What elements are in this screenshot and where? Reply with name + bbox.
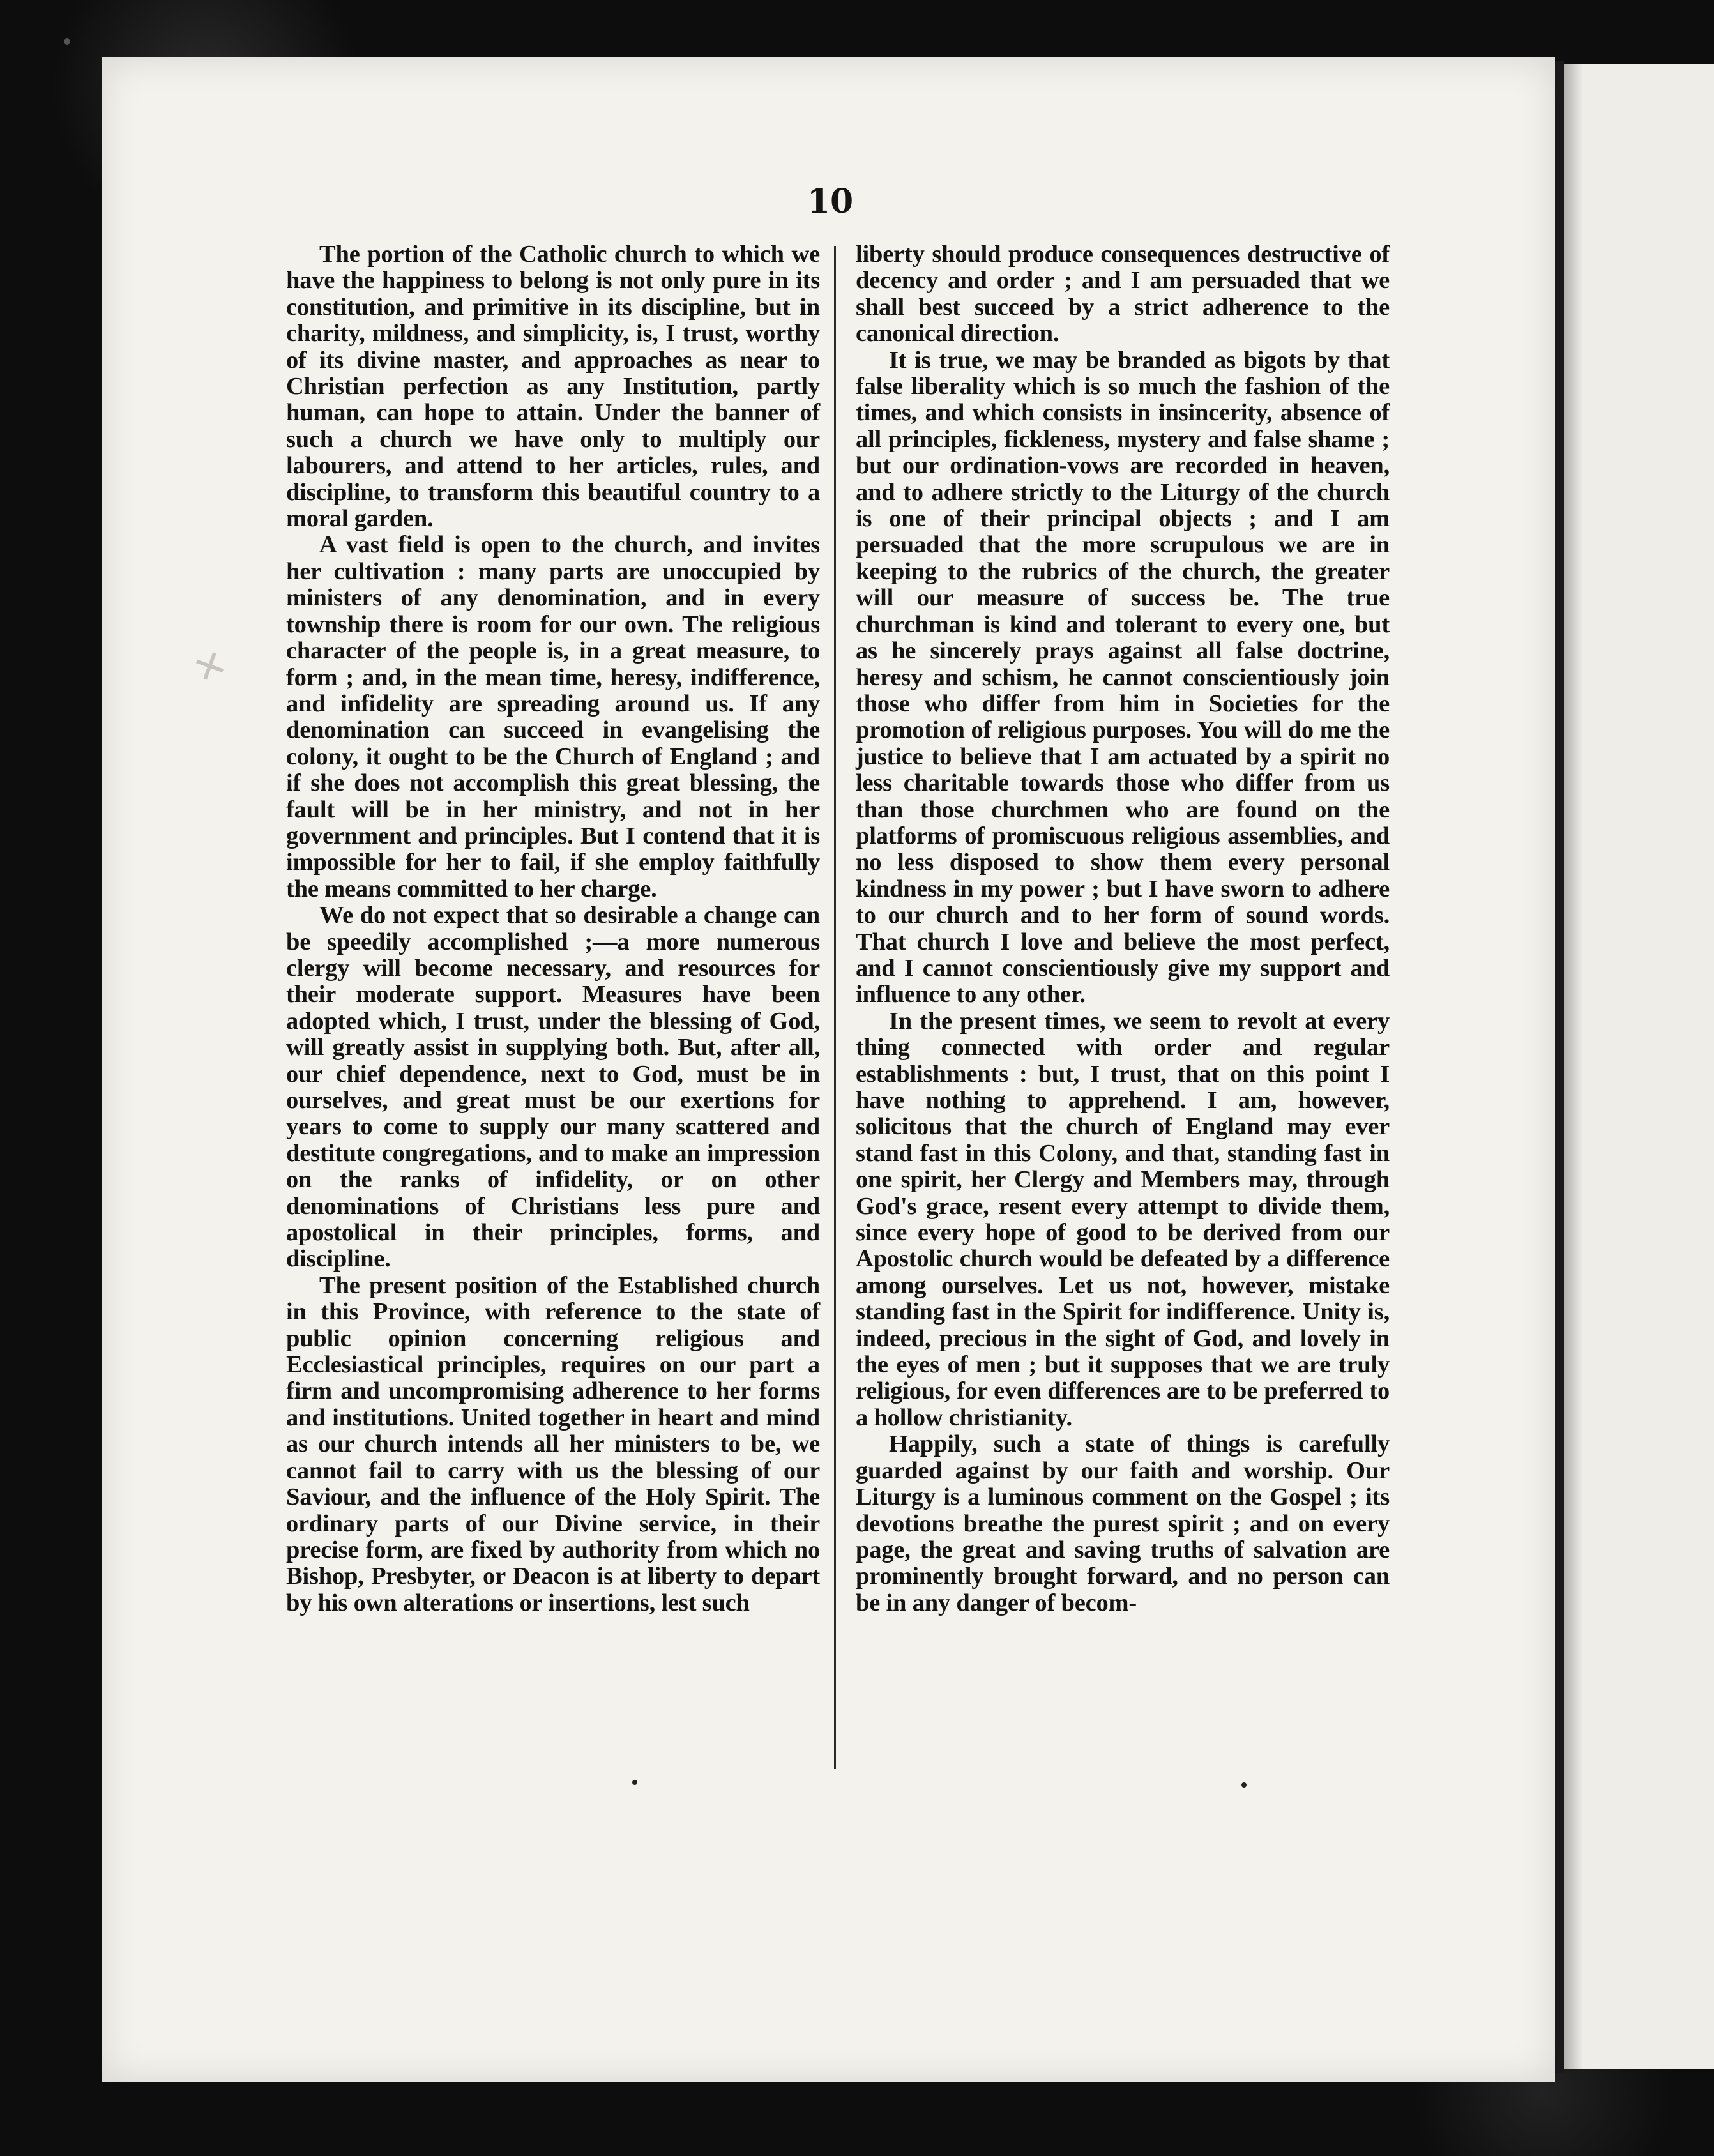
pencil-mark: + (183, 634, 237, 696)
ink-speck (632, 1780, 637, 1785)
adjacent-page-shadow (1564, 64, 1583, 2069)
paragraph: The present position of the Established church in this Province, with reference to the state of public opinion concerning religious and Ecclesiastical principles, requires on our part a firm and uncompromising adherence to her forms and institutions. United together in heart and mind as our church intends all her ministers to be, we cannot fail to carry with us the blessing of our Saviour, and the influence of the Holy Spirit. The ordinary parts of our Divine service, in their precise form, are fixed by authority from which no Bishop, Presbyter, or Deacon is at liberty to depart by his own alterations or insertions, lest such (286, 1272, 820, 1616)
paragraph: The portion of the Catholic church to which we have the happiness to belong is not only pure in its constitution, and primitive in its discipline, but in charity, mildness, and simplicity, is, I trust, worthy of its divine master, and approaches as near to Christian perfection as any Institution, partly human, can hope to attain. Under the banner of such a church we have only to multiply our labourers, and attend to her articles, rules, and discipline, to transform this beautiful country to a moral garden. (286, 241, 820, 533)
column-divider (834, 246, 836, 1769)
ink-speck (64, 38, 70, 45)
paragraph: A vast field is open to the church, and invites her cultivation : many parts are unoccupied by ministers of any denomination, and in every township there is room for our own. The religious character of the people is, in a great measure, to form ; and, in the mean time, heresy, indifference, and infidelity are spreading around us. If any denomination can succeed in evangelising the colony, it ought to be the Church of England ; and if she does not accomplish this great blessing, the fault will be in her ministry, and not in her government and principles. But I contend that it is impossible for her to fail, if she employ faithfully the means committed to her charge. (286, 531, 820, 902)
adjacent-page (1564, 64, 1714, 2069)
right-column (856, 241, 1390, 1616)
page-edge (1555, 61, 1564, 2073)
paragraph: Happily, such a state of things is carefully guarded against by our faith and worship. Our Liturgy is a luminous comment on the Gospel ; its devotions breathe the purest spirit ; and on every page, the great and saving truths of salvation are prominently brought forward, and no person can be in any danger of becom- (856, 1431, 1390, 1616)
paragraph: It is true, we may be branded as bigots by that false liberality which is so much the fashion of the times, and which consists in insincerity, absence of all principles, fickleness, mystery and false shame ; but our ordination-vows are recorded in heaven, and to adhere strictly to the Liturgy of the church is one of their principal objects ; and I am persuaded that the more scrupulous we are in keeping to the rubrics of the church, the greater will our measure of success be. The true churchman is kind and tolerant to every one, but as he sincerely prays against all false doctrine, heresy and schism, he cannot conscientiously join those who differ from him in Societies for the promotion of religious purposes. You will do me the justice to believe that I am actuated by a spirit no less charitable towards those who differ from us than those churchmen who are found on the platforms of promiscuous religious assemblies, and no less disposed to show them every personal kindness in my power ; but I have sworn to adhere to our church and to her form of sound words. That church I love and believe the most perfect, and I cannot conscientiously give my support and influence to any other. (856, 346, 1390, 1008)
left-column (286, 241, 820, 1616)
paragraph-continuation: liberty should produce consequences destructive of decency and order ; and I am persuaded that we shall best succeed by a strict adherence to the canonical direction. (856, 241, 1390, 347)
page-number: 10 (807, 182, 854, 221)
ink-speck (1241, 1782, 1247, 1788)
paragraph: We do not expect that so desirable a change can be speedily accomplished ;—a more numerous clergy will become necessary, and resources for their moderate support. Measures have been adopted which, I trust, under the blessing of God, will greatly assist in supplying both. But, after all, our chief dependence, next to God, must be in ourselves, and great must be our exertions for years to come to supply our many scattered and destitute congregations, and to make an impression on the ranks of infidelity, or on other denominations of Christians less pure and apostolical in their principles, forms, and discipline. (286, 902, 820, 1273)
paragraph: In the present times, we seem to revolt at every thing connected with order and regular establishments : but, I trust, that on this point I have nothing to apprehend. I am, however, solicitous that the church of England may ever stand fast in this Colony, and that, standing fast in one spirit, her Clergy and Members may, through God's grace, resent every attempt to divide them, since every hope of good to be derived from our Apostolic church would be defeated by a difference among ourselves. Let us not, however, mistake standing fast in the Spirit for indifference. Unity is, indeed, precious in the sight of God, and lovely in the eyes of men ; but it supposes that we are truly religious, for even differences are to be preferred to a hollow christianity. (856, 1007, 1390, 1431)
